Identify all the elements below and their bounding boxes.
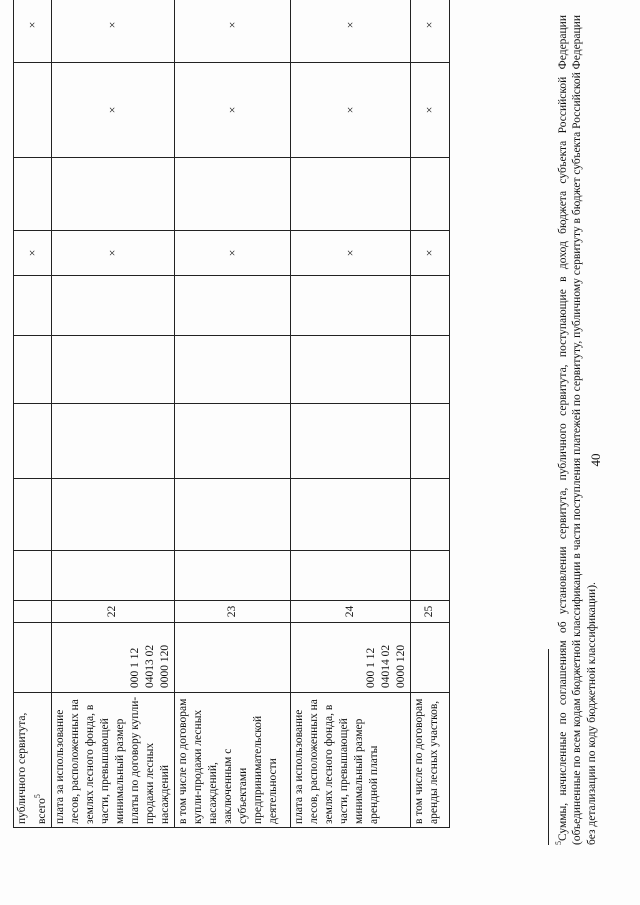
footnote-marker: 5 xyxy=(554,841,563,845)
value-cell xyxy=(290,479,410,551)
row-label: публичного сервитута, всего$^5$ xyxy=(14,693,52,828)
value-cell xyxy=(14,404,52,479)
budget-code: 000 1 12 04014 02 0000 120 xyxy=(290,623,410,693)
footnote-ref: 5 xyxy=(33,794,42,799)
value-cell: × xyxy=(174,231,290,276)
value-cell xyxy=(51,336,174,404)
footnote-divider xyxy=(548,649,549,845)
footnote-text: Суммы, начисленные по соглашениям об установлении сервитута, публичного сервитута, поступающие в доход бюджета субъекта Российской Федерации (объединенные по всем кодам бюджетной классификации в части поступления платежей по сервитуту, публичному сервитуту в бюджет субъекта Российской Федерации без детализации по коду бюджетной классификации). xyxy=(556,15,598,845)
row-label: в том числе по договорам аренды лесных участков, xyxy=(410,693,449,828)
table-row xyxy=(174,0,290,828)
value-cell xyxy=(174,158,290,231)
value-cell xyxy=(14,158,52,231)
budget-code xyxy=(14,623,52,693)
row-number: 23 xyxy=(174,601,290,623)
value-cell xyxy=(51,276,174,336)
value-cell: × xyxy=(174,63,290,158)
value-cell xyxy=(290,276,410,336)
budget-table xyxy=(13,0,450,828)
value-cell: × xyxy=(14,0,52,63)
budget-code xyxy=(410,623,449,693)
value-cell xyxy=(410,158,449,231)
value-cell: × xyxy=(290,63,410,158)
value-cell xyxy=(174,551,290,601)
row-number: 22 xyxy=(51,601,174,623)
value-cell: × xyxy=(410,231,449,276)
row-label: плата за использование лесов, расположенных на землях лесного фонда, в части, превышающей минимальный размер платы по договору купли-продажи лесных насаждений xyxy=(51,693,174,828)
value-cell xyxy=(51,404,174,479)
value-cell: × xyxy=(51,231,174,276)
value-cell xyxy=(410,404,449,479)
row-number xyxy=(14,601,52,623)
value-cell xyxy=(174,479,290,551)
table-row xyxy=(51,0,174,828)
value-cell: × xyxy=(51,63,174,158)
value-cell xyxy=(14,63,52,158)
value-cell xyxy=(410,276,449,336)
page-number: 40 xyxy=(588,453,603,467)
value-cell: × xyxy=(410,0,449,63)
value-cell xyxy=(410,336,449,404)
row-label: плата за использование лесов, расположенных на землях лесного фонда, в части, превышающей минимальный размер арендной платы xyxy=(290,693,410,828)
budget-code xyxy=(174,623,290,693)
footnote xyxy=(552,15,599,845)
value-cell xyxy=(290,551,410,601)
value-cell xyxy=(290,404,410,479)
table-row xyxy=(14,0,52,828)
value-cell: × xyxy=(14,231,52,276)
value-cell xyxy=(51,551,174,601)
value-cell: × xyxy=(174,0,290,63)
value-cell xyxy=(14,336,52,404)
row-label: в том числе по договорам купли-продажи лесных насаждений, заключенным с субъектами предпринимательской деятельности xyxy=(174,693,290,828)
value-cell xyxy=(174,404,290,479)
value-cell xyxy=(51,158,174,231)
value-cell xyxy=(410,551,449,601)
value-cell: × xyxy=(51,0,174,63)
value-cell xyxy=(290,336,410,404)
row-number: 25 xyxy=(410,601,449,623)
value-cell: × xyxy=(410,63,449,158)
value-cell: × xyxy=(290,0,410,63)
value-cell xyxy=(290,158,410,231)
value-cell xyxy=(410,479,449,551)
value-cell: × xyxy=(290,231,410,276)
row-number: 24 xyxy=(290,601,410,623)
table-row xyxy=(290,0,410,828)
budget-code: 000 1 12 04013 02 0000 120 xyxy=(51,623,174,693)
value-cell xyxy=(174,276,290,336)
value-cell xyxy=(14,479,52,551)
value-cell xyxy=(174,336,290,404)
value-cell xyxy=(14,551,52,601)
table-row xyxy=(410,0,449,828)
value-cell xyxy=(14,276,52,336)
value-cell xyxy=(51,479,174,551)
